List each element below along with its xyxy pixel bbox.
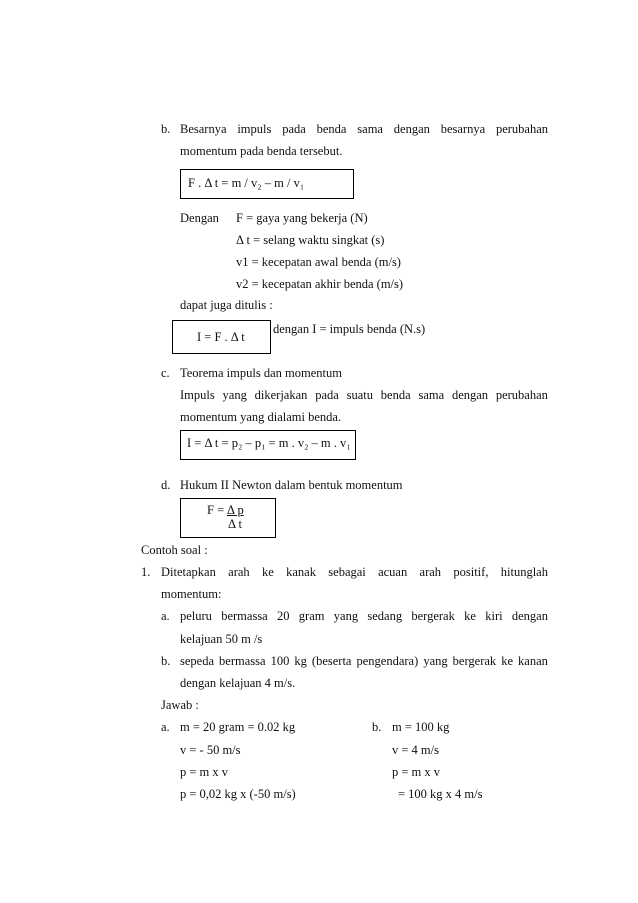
answer-b-momentum-calc: = 100 kg x 4 m/s	[398, 787, 483, 801]
example-a-text-line2: kelajuan 50 m /s	[180, 632, 263, 646]
word: sebagai	[328, 565, 366, 579]
word: hitunglah	[500, 565, 548, 579]
definition-f: F = gaya yang bekerja (N)	[236, 211, 368, 225]
impulse-note: dengan I = impuls benda (N.s)	[273, 322, 426, 336]
word: suatu	[346, 388, 373, 402]
example-1-marker: 1.	[141, 565, 151, 579]
answer-a-mass: m = 20 gram = 0.02 kg	[180, 720, 296, 734]
word: acuan	[378, 565, 408, 579]
example-heading: Contoh soal :	[141, 543, 208, 557]
formula-impulse-theorem: I = Δ t = p₂ – p₁ = m . v₂ – m . v₁	[187, 436, 351, 450]
answer-a-marker: a.	[161, 720, 170, 734]
item-c-text-line1	[180, 388, 548, 403]
word: kiri	[485, 609, 503, 623]
item-c-text-line2: momentum yang dialami benda.	[180, 410, 342, 424]
word: benda	[316, 122, 347, 136]
word: dengan	[393, 122, 430, 136]
word: besarnya	[440, 122, 486, 136]
answer-b-marker: b.	[372, 720, 382, 734]
word: arah	[228, 565, 250, 579]
example-b-marker: b.	[161, 654, 171, 668]
item-b-marker: b.	[161, 122, 171, 136]
item-b-text-line2: momentum pada benda tersebut.	[180, 144, 343, 158]
definition-delta-t: Δ t = selang waktu singkat (s)	[236, 233, 385, 247]
example-1-text-line1	[161, 565, 548, 580]
item-c-marker: c.	[161, 366, 170, 380]
word: perubahan	[495, 388, 548, 402]
word: bergerak	[411, 609, 455, 623]
formula-impulse: I = F . Δ t	[197, 330, 245, 344]
word: (beserta	[311, 654, 352, 668]
word: 20	[277, 609, 290, 623]
answer-a-momentum-calc: p = 0,02 kg x (-50 m/s)	[180, 787, 296, 801]
word: dengan	[511, 609, 548, 623]
formula-newton-denominator: Δ t	[228, 517, 242, 531]
answer-b-mass: m = 100 kg	[392, 720, 450, 734]
answer-a-velocity: v = - 50 m/s	[180, 743, 241, 757]
word: bermassa	[221, 609, 268, 623]
example-1-text-line2: momentum:	[161, 587, 222, 601]
example-b-text-line1	[180, 654, 548, 669]
word: sama	[418, 388, 445, 402]
word: yang	[222, 388, 247, 402]
word: impuls	[237, 122, 272, 136]
word: Besarnya	[180, 122, 227, 136]
formula-box-impulse	[172, 320, 271, 354]
word: ke	[464, 609, 476, 623]
word: ke	[501, 654, 513, 668]
formula-box-impulse-theorem	[180, 430, 356, 460]
word: pengendara)	[356, 654, 419, 668]
word: perubahan	[495, 122, 548, 136]
formula-impulse-momentum: F . Δ t = m / v₂ – m / v₁	[188, 176, 305, 190]
word: ke	[261, 565, 274, 579]
formula-box-impulse-momentum	[180, 169, 354, 199]
example-a-marker: a.	[161, 609, 170, 623]
word: bergerak	[452, 654, 497, 668]
item-b-text-line1	[180, 122, 548, 137]
word: gram	[298, 609, 325, 623]
word: kanan	[518, 654, 548, 668]
word: yang	[333, 609, 359, 623]
formula-newton-lhs: F =	[207, 503, 225, 517]
dengan-label: Dengan	[180, 211, 219, 225]
item-c-title: Teorema impuls dan momentum	[180, 366, 342, 380]
also-written-label: dapat juga ditulis :	[180, 298, 273, 312]
word: pada	[315, 388, 339, 402]
example-a-text-line1	[180, 609, 548, 624]
word: bermassa	[219, 654, 266, 668]
definition-v1: v1 = kecepatan awal benda (m/s)	[236, 255, 401, 269]
item-d-marker: d.	[161, 478, 171, 492]
word: pada	[282, 122, 306, 136]
word: dikerjakan	[254, 388, 308, 402]
word: arah	[419, 565, 442, 579]
word: kg	[294, 654, 307, 668]
word: dengan	[451, 388, 489, 402]
word: sepeda	[180, 654, 215, 668]
formula-box-newton	[180, 498, 276, 538]
formula-newton-numerator: Δ p	[227, 503, 244, 517]
answer-b-momentum-formula: p = m x v	[392, 765, 441, 779]
word: Impuls	[180, 388, 215, 402]
example-b-text-line2: dengan kelajuan 4 m/s.	[180, 676, 296, 690]
answer-label: Jawab :	[161, 698, 199, 712]
definition-v2: v2 = kecepatan akhir benda (m/s)	[236, 277, 404, 291]
word: kanak	[286, 565, 316, 579]
word: sedang	[367, 609, 403, 623]
answer-b-velocity: v = 4 m/s	[392, 743, 439, 757]
answer-a-momentum-formula: p = m x v	[180, 765, 229, 779]
word: benda	[380, 388, 411, 402]
word: Ditetapkan	[161, 565, 216, 579]
word: peluru	[180, 609, 212, 623]
word: yang	[423, 654, 448, 668]
word: 100	[270, 654, 290, 668]
item-d-title: Hukum II Newton dalam bentuk momentum	[180, 478, 403, 492]
word: sama	[357, 122, 383, 136]
word: positif,	[453, 565, 489, 579]
